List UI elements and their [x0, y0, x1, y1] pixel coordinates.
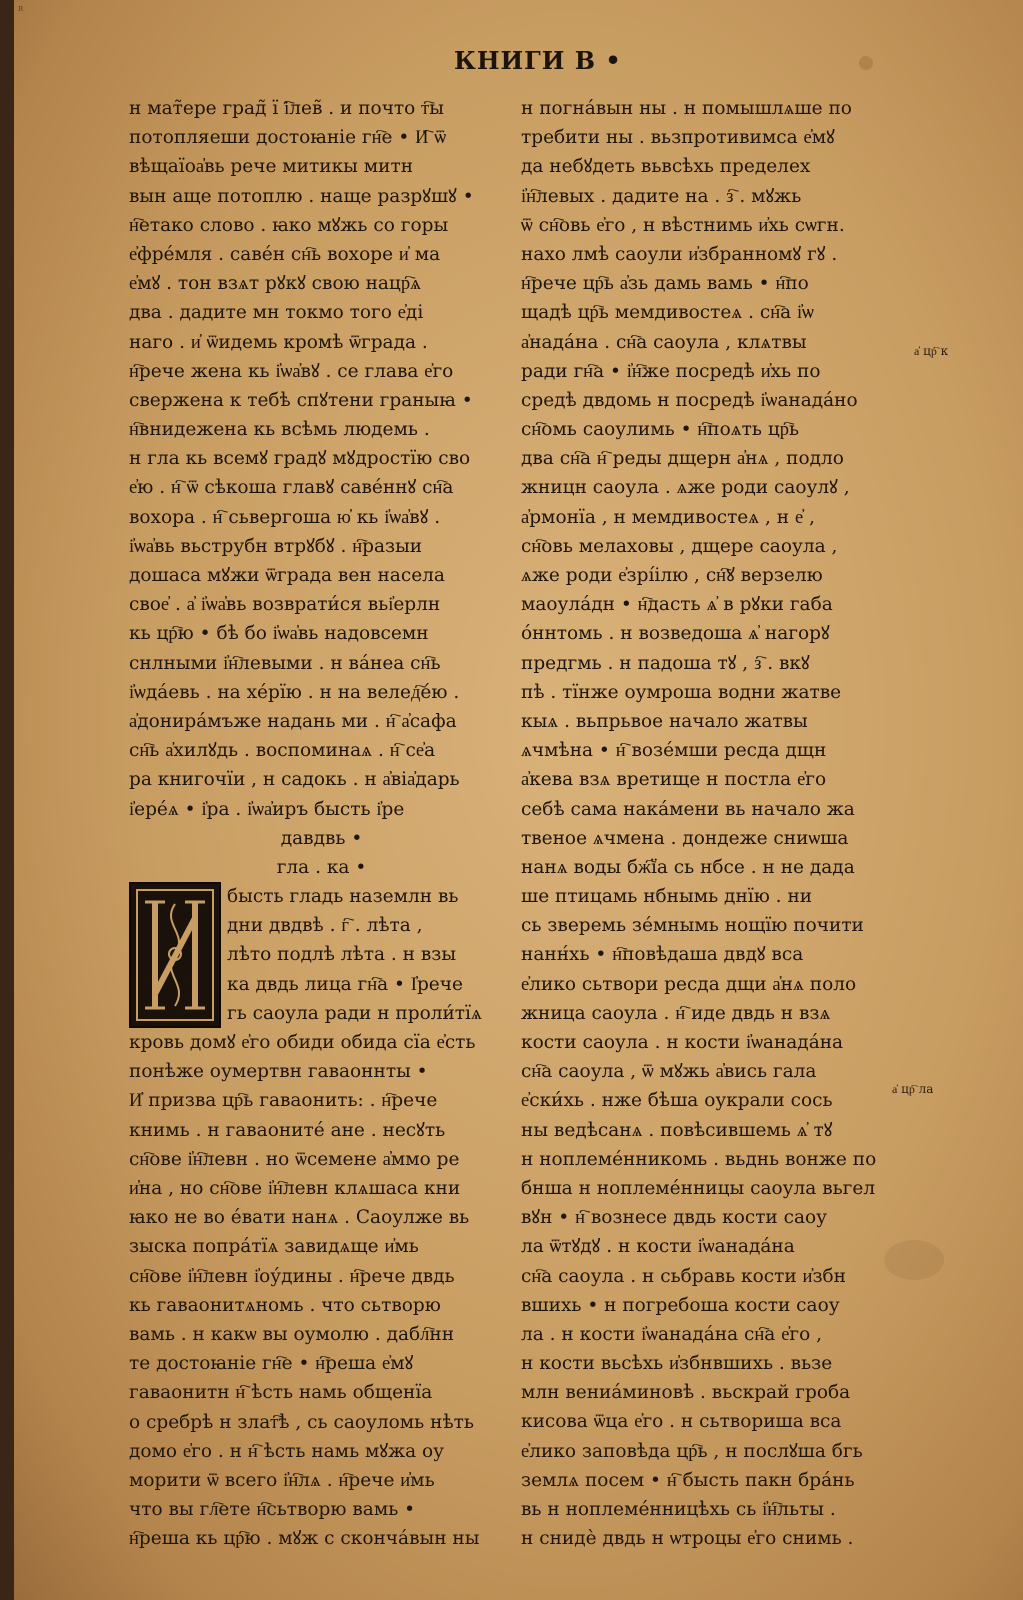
running-head: КНИГИ В •: [454, 46, 622, 75]
text-line: а҆кева взѧ вретище н постла е҆го: [521, 769, 827, 791]
text-line: предгмь . н падоша тꙋ , з҇ . вкꙋ: [521, 652, 810, 674]
text-line: ра книгочїи , н садокь . н а҆віа҆дарь: [129, 769, 460, 791]
text-line: морити ѿ всего і҆н҇лѧ . н҇рече и҆мь: [129, 1469, 435, 1491]
text-line: понѣже оумертвн гаваоннты •: [129, 1061, 428, 1083]
text-line: потопляеши достоꙗніе гн҇е • И҇ ѿ: [129, 127, 447, 149]
text-line: землѧ посем • н҇ бысть пакн бра́нь: [521, 1469, 855, 1491]
text-line: н҇реша кь цр҇ю . мꙋж с сконча́вын ны: [129, 1528, 480, 1550]
text-line: ѿ сн҇овь е҆го , н вѣстнимь и҆хь сѡгн.: [521, 214, 845, 236]
manuscript-page: [14, 0, 1023, 1600]
text-line: е҆ю . н҇ ѿ сѣкоша главꙋ саве́ннꙋ сн҇а: [129, 477, 454, 499]
text-line: і҆ѡда́евь . на хе́рїю . н на велед҇е́ю .: [129, 681, 460, 703]
text-line: наго . и҆ ѿидемь кромѣ ѿграда .: [129, 331, 428, 353]
text-line: вшихь • н погребоша кости саоу: [521, 1294, 840, 1316]
text-line: маоула́дн • н҇дасть ѧ҆ в рꙋки габа: [521, 594, 833, 616]
text-line: дошаса мꙋжи ѿграда вен насела: [129, 565, 445, 586]
text-line: н҇рече цр҇ь а҆зь дамь вамь • н҇по: [521, 273, 809, 295]
text-line: снлными і҆н҇левыми . н ва́неа сн҇ь: [129, 652, 441, 674]
text-line: бысть гладь наземлн вь: [227, 886, 459, 908]
text-line: сн҇ь а҆хилꙋдь . воспоминаѧ . н҇ се҆а: [129, 740, 436, 762]
text-line: н мат̃ере град̃ ї і҇лев̃ . и почто т҇ы: [129, 98, 444, 119]
text-line: о сребрѣ н злат҇ѣ , сь саоуломь нѣть: [129, 1411, 474, 1433]
text-line: те достоꙗніе гн҇е • н҇реша е҆мꙋ: [129, 1353, 414, 1375]
text-line: сь зверемь зе́мнымь нощїю почити: [521, 915, 864, 937]
text-line: книмь . н гаваоните́ ане . несꙋть: [129, 1119, 446, 1141]
text-line: бнша н ноплеме́нницы саоула вьгел: [521, 1177, 876, 1199]
text-line: ѧже роди е҆зрі́ілю , сн҇ꙋ верзелю: [521, 565, 823, 586]
text-line: вохора . н҇ сьвергоша ю҆ кь і҆ѡа҆вꙋ .: [129, 506, 441, 528]
text-line: домо е҆го . н н҇ ѣсть намь мꙋжа оу: [129, 1440, 445, 1462]
left-column: [129, 94, 514, 1553]
text-line: н҇рече жена кь і҆ѡа҆вꙋ . се глава е҆го: [129, 360, 454, 382]
text-line: н гла кь всемꙋ градꙋ мꙋдростїю сво: [129, 448, 471, 470]
text-line: н погна́вын ны . н помышлѧше по: [521, 98, 852, 119]
text-line: ѧчмѣна • н҇ возе́мши ресда дщн: [521, 740, 827, 762]
shelfmark: ʀ: [18, 4, 24, 14]
text-line: сн҇омь саоулимь • н҇поѧть цр҇ь: [521, 419, 800, 441]
text-line: пѣ . тїнже оумроша водни жатве: [521, 681, 842, 703]
text-line: кисова ѿца е҆го . н сьтвориша вса: [521, 1411, 842, 1433]
text-line: нахо лмѣ саоули и҆збранномꙋ гꙋ .: [521, 243, 838, 265]
text-line: жницн саоула . ѧже роди саоулꙋ ,: [521, 477, 850, 499]
text-line: о́ннтомь . н возведоша ѧ҆ нагорꙋ: [521, 623, 830, 645]
text-line: да небꙋдеть вьвсѣхь пределех: [521, 156, 811, 178]
text-line: что вы гл҇ете н҇сьтворю вамь •: [129, 1499, 416, 1521]
text-line: ла ѿтꙋдꙋ . н кости і҆ѡанада́на: [521, 1236, 795, 1258]
text-line: сн҇а саоула , ѿ мꙋжь а҆вись гала: [521, 1061, 817, 1083]
text-line: ради гн҇а • і҆н҇же посредѣ и҆хь по: [521, 360, 821, 382]
right-column: [521, 94, 921, 1553]
text-line: дни двдвѣ . г҇ . лѣта ,: [227, 915, 423, 937]
text-line: і҆н҇левых . дадите на . з҇ . мꙋжь: [521, 185, 802, 207]
text-line: е҆лико заповѣда цр҇ь , н послꙋша бгь: [521, 1440, 863, 1462]
text-line: млн вениа́миновѣ . вьскрай гроба: [521, 1382, 851, 1404]
text-line: а҆донира́мъже надань ми . н҇ а҆сафа: [129, 710, 457, 732]
text-line: свержена к тебѣ спꙋтени граныꙗ •: [129, 389, 473, 411]
text-line: гь саоула ради н проли́тїѧ: [227, 1002, 482, 1024]
text-line: и҆на , но сн҇ове і҆н҇левн клѧшаса кни: [129, 1178, 461, 1199]
text-line: і҆ере́ѧ • і҆ра . і҆ѡа҆иръ бысть і҆ре: [129, 798, 405, 820]
text-line: зыска попра́тїѧ завидѧще и҆мь: [129, 1236, 419, 1258]
text-line: сн҇а саоула . н сьбравь кости и҆збн: [521, 1265, 846, 1287]
text-line: е҆ски́хь . нже бѣша оукрали сось: [521, 1090, 833, 1112]
text-line: нанн́хь • н҇повѣдаша двдꙋ вса: [521, 944, 804, 966]
text-line: кыѧ . вьпрьвое начало жатвы: [521, 710, 808, 732]
text-line: свое҆ . а҆ і҆ѡа҆вь возврати́ся вьі҆ерлн: [129, 594, 441, 616]
text-line: е҆фре́мля . саве́н сн҇ь вохоре и҆ ма: [129, 243, 441, 265]
text-line: ка двдь лица гн҇а • І҆рече: [227, 973, 463, 995]
text-line: гаваонитн н҇ ѣсть намь общенїа: [129, 1382, 433, 1404]
text-line: два . дадите мн токмо того е҆ді: [129, 302, 424, 324]
text-line: щадѣ цр҇ь мемдивостеѧ . сн҇а і҆ѡ: [521, 302, 814, 324]
text-line: ны ведѣсанѧ . повѣсившемь ѧ҆ тꙋ: [521, 1119, 833, 1141]
text-line: ꙗко не во е́вати нанѧ . Саоулже вь: [129, 1207, 470, 1229]
text-line: н ноплеме́нникомь . вьднь вонже по: [521, 1148, 877, 1170]
text-line: н҇етако слово . ꙗко мꙋжь со горы: [129, 214, 449, 236]
text-line: вѣщаїоа҆вь рече митикы митн: [129, 156, 414, 178]
text-line: н снидѐ двдь н ѡтроцы е҆го снимь .: [521, 1528, 854, 1550]
text-line: кь цр҇ю • бѣ бо і҆ѡа҆вь надовсемн: [129, 623, 429, 645]
text-line: себѣ сама нака́мени вь начало жа: [521, 798, 855, 820]
text-line: ла . н кости і҆ѡанада́на сн҇а е҆го ,: [521, 1323, 823, 1345]
text-line: кь гаваонитѧномь . что сьтворю: [129, 1294, 441, 1316]
text-line: сн҇ове і҆н҇левн і҆оу́дины . н҇рече двдь: [129, 1265, 455, 1287]
text-line: і҆ѡа҆вь вьструбн втрꙋбꙋ . н҇разыи: [129, 535, 423, 557]
text-line: И҆ призва цр҇ь гаваонить: . н҇рече: [129, 1090, 438, 1112]
text-line: твеное ѧчмена . дондеже сниѡша: [521, 827, 849, 849]
text-line: вамь . н какѡ вы оумолю . дабл҇нн: [129, 1323, 455, 1345]
text-line: гла . ка •: [276, 856, 367, 878]
marginal-note: а҆ цр҇ к: [914, 344, 949, 358]
text-line: давдвь •: [280, 827, 363, 849]
text-line: два сн҇а н҇ реды дщерн а҆нѧ , подло: [521, 448, 844, 470]
ink-stain: [859, 56, 873, 70]
text-line: н кости вьсѣхь и҆збнвшихь . вьзе: [521, 1353, 833, 1375]
text-line: сн҇овь мелаховы , дщере саоула ,: [521, 535, 838, 557]
text-line: е҆лико сьтвори ресда дщи а҆нѧ поло: [521, 973, 857, 995]
text-line: вын аще потоплю . наще разрꙋшꙋ •: [129, 185, 474, 207]
text-line: ше птицамь нбнымь днїю . ни: [521, 886, 813, 908]
text-line: нанѧ воды бж҇їа сь нбсе . н не дада: [521, 856, 855, 878]
text-line: жница саоула . н҇ иде двдь н взѧ: [521, 1002, 831, 1024]
text-line: а҆рмонїа , н мемдивостеѧ , н е҆ ,: [521, 506, 815, 528]
text-line: требити ны . вьзпротивимса е҆мꙋ: [521, 127, 835, 149]
text-line: лѣто подлѣ лѣта . н взы: [227, 944, 457, 966]
text-line: средѣ двдомь н посредѣ і҆ѡанада́но: [521, 389, 858, 411]
text-line: сн҇ове і҆н҇левн . но ѿсемене а҆ммо ре: [129, 1148, 460, 1170]
text-line: вꙋн • н҇ вознесе двдь кости саоу: [521, 1207, 828, 1229]
text-line: вь н ноплеме́нницѣхь сь і҆н҇льты .: [521, 1499, 836, 1520]
drop-initial-block: [129, 882, 514, 1028]
text-line: кровь домꙋ е҆го обиди обида сїа е҆сть: [129, 1032, 476, 1054]
text-line: кости саоула . н кости і҆ѡанада́на: [521, 1032, 844, 1053]
text-line: а҆нада́на . сн҇а саоула , клѧтвы: [521, 331, 807, 353]
text-line: е҆мꙋ . тон взѧт рꙋкꙋ свою нацр҇ѧ: [129, 273, 421, 295]
decorated-initial-icon: [129, 882, 221, 1028]
text-line: н҇внидежена кь всѣмь людемь .: [129, 419, 430, 441]
marginal-note: а҆ цр҇ ла: [892, 1082, 934, 1096]
